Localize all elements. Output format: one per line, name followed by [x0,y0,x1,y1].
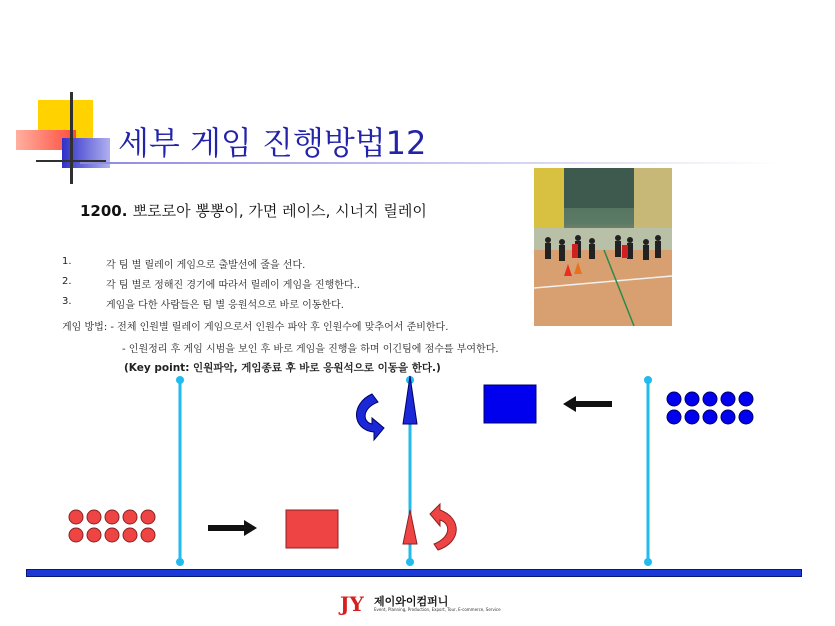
red-triangle-up-icon [403,510,417,544]
relay-diagram [0,360,835,575]
red-u-turn-icon [430,504,456,550]
red-square [286,510,338,548]
step-1-text: 각 팀 별 릴레이 게임으로 출발선에 줄을 선다. [106,260,306,271]
step-2-number: 2. [62,276,72,287]
lane-line-right-top-dot [644,376,652,384]
baseline-bar [26,569,802,577]
title-decoration-vline [70,92,73,184]
arrow-left-icon [563,396,612,412]
game-subtitle [80,200,427,221]
key-point: (Key point: 인원파악, 게임종료 후 바로 응원석으로 이동을 한다.) [124,362,441,374]
lane-line-center-bottom-dot [406,558,414,566]
logo-mark: JY [340,592,364,616]
step-3-text: 게임을 다한 사람들은 팀 별 응원석으로 바로 이동한다. [106,300,344,311]
subtitle-text: 뽀로로아 뽕뽕이, 가면 레이스, 시너지 릴레이 [132,202,427,220]
company-logo [340,592,505,616]
lane-line-right-bottom-dot [644,558,652,566]
blue-u-turn-icon [356,394,384,440]
arrow-right-icon [208,520,257,536]
lane-line-left-bottom-dot [176,558,184,566]
page-title: 세부 게임 진행방법12 [118,124,427,162]
logo-tagline: Event, Planning, Production, Export, Tour, E-commerce, Service [374,607,501,612]
game-method-line-2: - 인원정리 후 게임 시범을 보인 후 바로 게임을 진행을 하며 이긴팀에 점수를 부여한다. [122,344,499,355]
gym-photo-art [534,168,672,326]
blue-triangle-up-icon [403,376,417,424]
logo-name: 제이와이컴퍼니 [374,595,449,608]
step-2-text: 각 팀 별로 정해진 경기에 따라서 릴레이 게임을 진행한다.. [106,280,360,291]
red-team-players [69,510,155,542]
gym-photo [534,168,672,326]
game-method-line-1: 게임 방법: - 전체 인원별 릴레이 게임으로서 인원수 파악 후 인원수에 맞추어서 준비한다. [62,322,449,333]
step-3-number: 3. [62,296,72,307]
blue-square [484,385,536,423]
lane-line-left-top-dot [176,376,184,384]
step-1-number: 1. [62,256,72,267]
blue-team-players [667,392,753,424]
subtitle-number: 1200. [80,202,128,220]
